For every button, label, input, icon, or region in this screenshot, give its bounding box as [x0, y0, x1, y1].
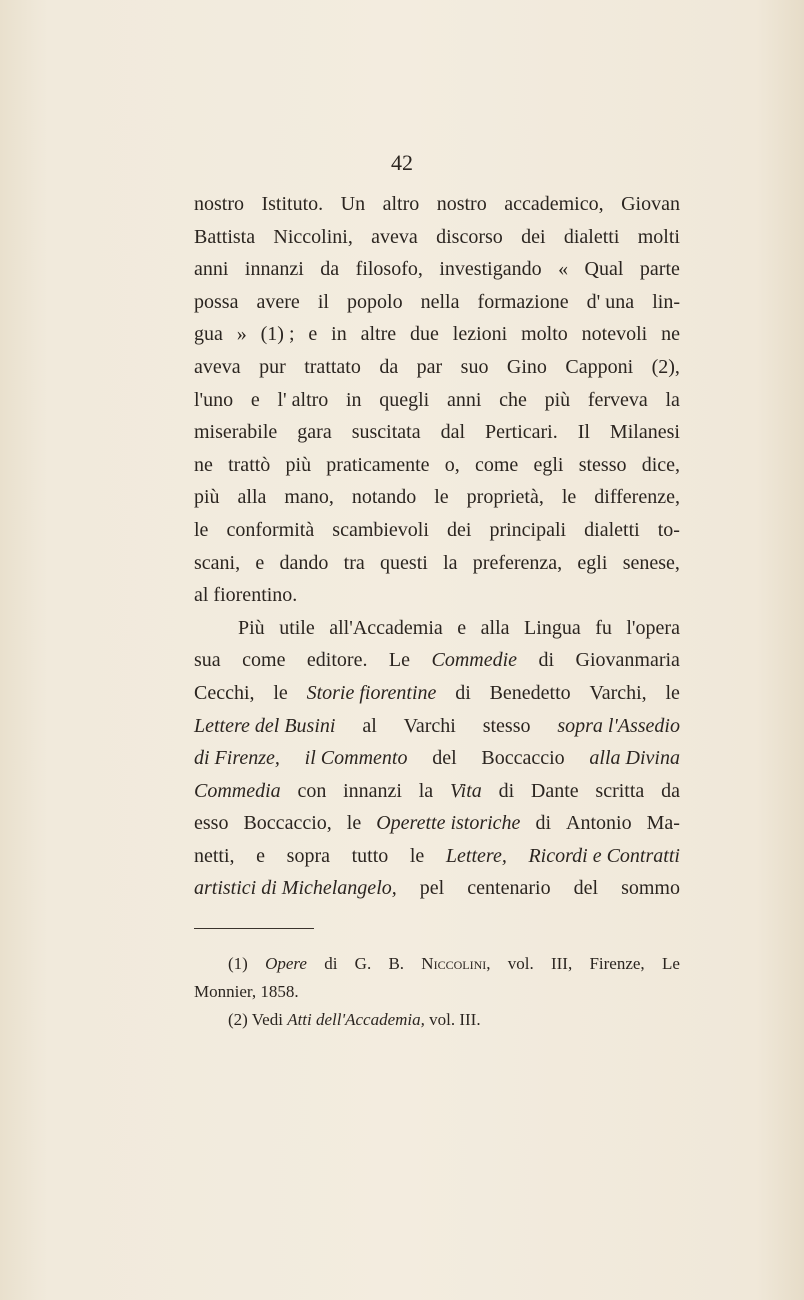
text-line: scani, e dando tra questi la preferenza, egli senese, — [194, 551, 680, 574]
footnote-line: (2) Vedi Atti dell'Accademia, vol. III. — [228, 1010, 481, 1029]
text-line: possa avere il popolo nella formazione d' una lin- — [194, 290, 680, 313]
body-text — [194, 188, 680, 905]
text-line: Più utile all'Accademia e alla Lingua fu l'opera — [238, 616, 680, 639]
text-line: gua » (1) ; e in altre due lezioni molto notevoli ne — [194, 323, 680, 346]
text-line: le conformità scambievoli dei principali dialetti to- — [194, 518, 680, 541]
text-line: miserabile gara suscitata dal Perticari. Il Milanesi — [194, 421, 680, 444]
text-line: Battista Niccolini, aveva discorso dei dialetti molti — [194, 225, 680, 248]
footnotes — [194, 950, 680, 1034]
text-line: di Firenze, il Commento del Boccaccio alla Divina — [194, 747, 680, 770]
text-line: al fiorentino. — [194, 584, 298, 607]
text-line: sua come editore. Le Commedie di Giovanmaria — [194, 649, 680, 672]
text-line: nostro Istituto. Un altro nostro accademico, Giovan — [194, 193, 680, 215]
text-line: più alla mano, notando le proprietà, le differenze, — [194, 486, 680, 509]
page-number: 42 — [391, 150, 413, 175]
text-line: anni innanzi da filosofo, investigando « Qual parte — [194, 258, 680, 281]
footnote-rule — [194, 928, 314, 929]
footnote-line: Monnier, 1858. — [194, 982, 299, 1001]
text-line: Cecchi, le Storie fiorentine di Benedetto Varchi, le — [194, 681, 680, 704]
text-line: netti, e sopra tutto le Lettere, Ricordi e Contratti — [194, 844, 680, 867]
text-line: Lettere del Busini al Varchi stesso sopra l'Assedio — [194, 714, 680, 737]
text-line: esso Boccaccio, le Operette istoriche di Antonio Ma- — [194, 812, 680, 835]
text-line: ne trattò più praticamente o, come egli stesso dice, — [194, 453, 680, 476]
text-line: l'uno e l' altro in quegli anni che più ferveva la — [194, 388, 680, 411]
text-line: Commedia con innanzi la Vita di Dante scritta da — [194, 779, 680, 802]
footnote-line: (1) Opere di G. B. Niccolini, vol. III, Firenze, Le — [228, 954, 680, 973]
text-line: artistici di Michelangelo, pel centenario del sommo — [194, 877, 680, 900]
text-line: aveva pur trattato da par suo Gino Capponi (2), — [194, 355, 680, 378]
